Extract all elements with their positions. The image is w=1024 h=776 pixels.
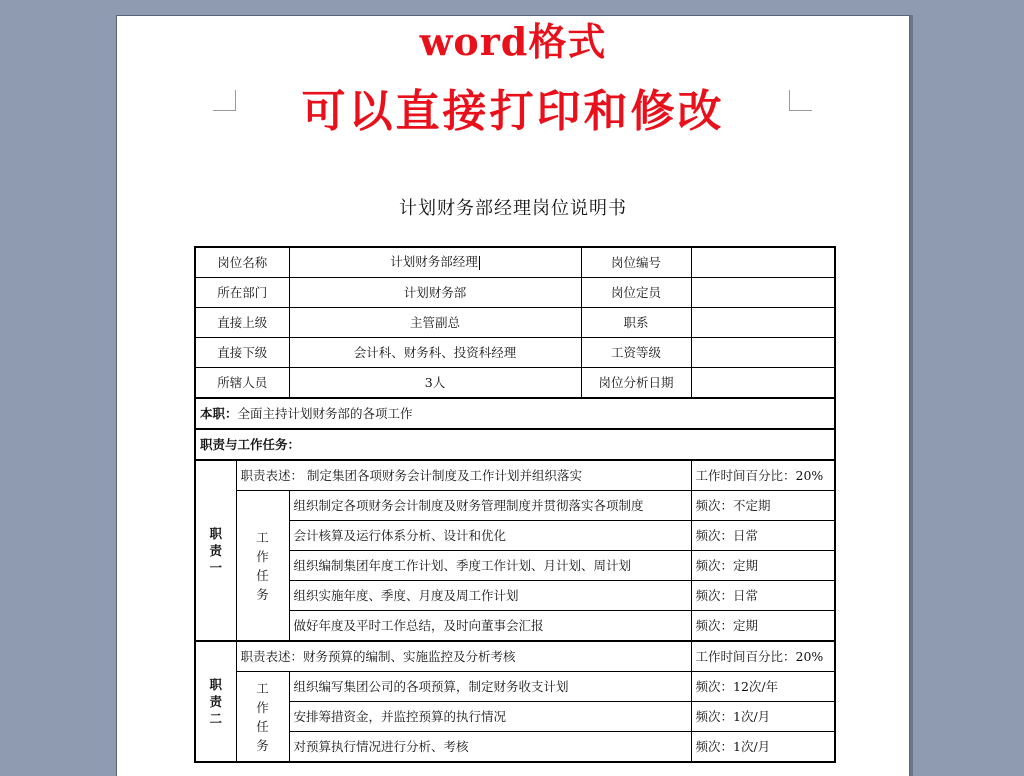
field-label: 所在部门 (195, 278, 289, 308)
document-page (116, 15, 910, 776)
duty-1-task-label: 工作任务 (236, 491, 289, 642)
table-row (195, 278, 835, 308)
table-row (195, 398, 835, 429)
task-frequency[interactable]: 频次：日常 (691, 521, 835, 551)
table-row (195, 368, 835, 399)
duty-2-time-percent[interactable]: 工作时间百分比：20% (691, 641, 835, 672)
duty-1-time-percent[interactable]: 工作时间百分比：20% (691, 460, 835, 491)
field-value[interactable]: 会计科、财务科、投资科经理 (289, 338, 581, 368)
duty-1-label: 职责一 (195, 460, 236, 641)
field-label: 岗位分析日期 (581, 368, 691, 399)
margin-corner-mark-left (213, 90, 236, 111)
table-row (195, 732, 835, 763)
table-row (195, 641, 835, 672)
duty-2-label: 职责二 (195, 641, 236, 762)
duty-1-description[interactable]: 职责表述： 制定集团各项财务会计制度及工作计划并组织落实 (236, 460, 691, 491)
field-label: 直接下级 (195, 338, 289, 368)
duty-2-task-label: 工作任务 (236, 672, 289, 763)
table-row (195, 551, 835, 581)
field-value[interactable] (691, 338, 835, 368)
task-text[interactable]: 组织实施年度、季度、月度及周工作计划 (289, 581, 691, 611)
table-row (195, 308, 835, 338)
task-frequency[interactable]: 频次：1次/月 (691, 732, 835, 763)
table-row (195, 581, 835, 611)
field-value[interactable] (691, 278, 835, 308)
primary-duty-label: 本职： (200, 405, 238, 421)
task-frequency[interactable]: 频次：不定期 (691, 491, 835, 521)
field-label: 职系 (581, 308, 691, 338)
task-frequency[interactable]: 频次：定期 (691, 551, 835, 581)
table-row (195, 460, 835, 491)
field-label: 岗位定员 (581, 278, 691, 308)
task-text[interactable]: 做好年度及平时工作总结，及时向董事会汇报 (289, 611, 691, 642)
field-value[interactable] (691, 308, 835, 338)
field-value[interactable]: 3人 (289, 368, 581, 399)
table-row (195, 521, 835, 551)
field-value[interactable]: 主管副总 (289, 308, 581, 338)
field-value-position-name[interactable]: 计划财务部经理 (289, 247, 581, 278)
text-cursor (479, 256, 480, 270)
table-row (195, 491, 835, 521)
table-row (195, 247, 835, 278)
field-label: 直接上级 (195, 308, 289, 338)
primary-duty-cell[interactable] (195, 398, 835, 429)
field-label: 所辖人员 (195, 368, 289, 399)
task-frequency[interactable]: 频次：1次/月 (691, 702, 835, 732)
promo-subheadline: 可以直接打印和修改 (301, 86, 725, 137)
task-text[interactable]: 安排筹措资金，并监控预算的执行情况 (289, 702, 691, 732)
task-text[interactable]: 对预算执行情况进行分析、考核 (289, 732, 691, 763)
table-row (195, 702, 835, 732)
margin-corner-mark-right (789, 90, 812, 111)
job-description-table (194, 246, 836, 763)
duty-2-description[interactable]: 职责表述：财务预算的编制、实施监控及分析考核 (236, 641, 691, 672)
task-frequency[interactable]: 频次：12次/年 (691, 672, 835, 702)
table-row (195, 338, 835, 368)
field-value[interactable] (691, 368, 835, 399)
field-label: 岗位编号 (581, 247, 691, 278)
field-value[interactable] (691, 247, 835, 278)
document-title[interactable]: 计划财务部经理岗位说明书 (399, 198, 627, 219)
task-text[interactable]: 会计核算及运行体系分析、设计和优化 (289, 521, 691, 551)
table-row (195, 611, 835, 642)
task-text[interactable]: 组织编写集团公司的各项预算，制定财务收支计划 (289, 672, 691, 702)
field-value[interactable]: 计划财务部 (289, 278, 581, 308)
promo-headline: word格式 (419, 19, 607, 64)
field-label: 岗位名称 (195, 247, 289, 278)
task-frequency[interactable]: 频次：定期 (691, 611, 835, 642)
task-text[interactable]: 组织制定各项财务会计制度及财务管理制度并贯彻落实各项制度 (289, 491, 691, 521)
task-frequency[interactable]: 频次：日常 (691, 581, 835, 611)
field-label: 工资等级 (581, 338, 691, 368)
table-row (195, 429, 835, 460)
duties-header[interactable]: 职责与工作任务： (195, 429, 835, 460)
task-text[interactable]: 组织编制集团年度工作计划、季度工作计划、月计划、周计划 (289, 551, 691, 581)
primary-duty-text: 全面主持计划财务部的各项工作 (237, 405, 413, 421)
table-row (195, 672, 835, 702)
